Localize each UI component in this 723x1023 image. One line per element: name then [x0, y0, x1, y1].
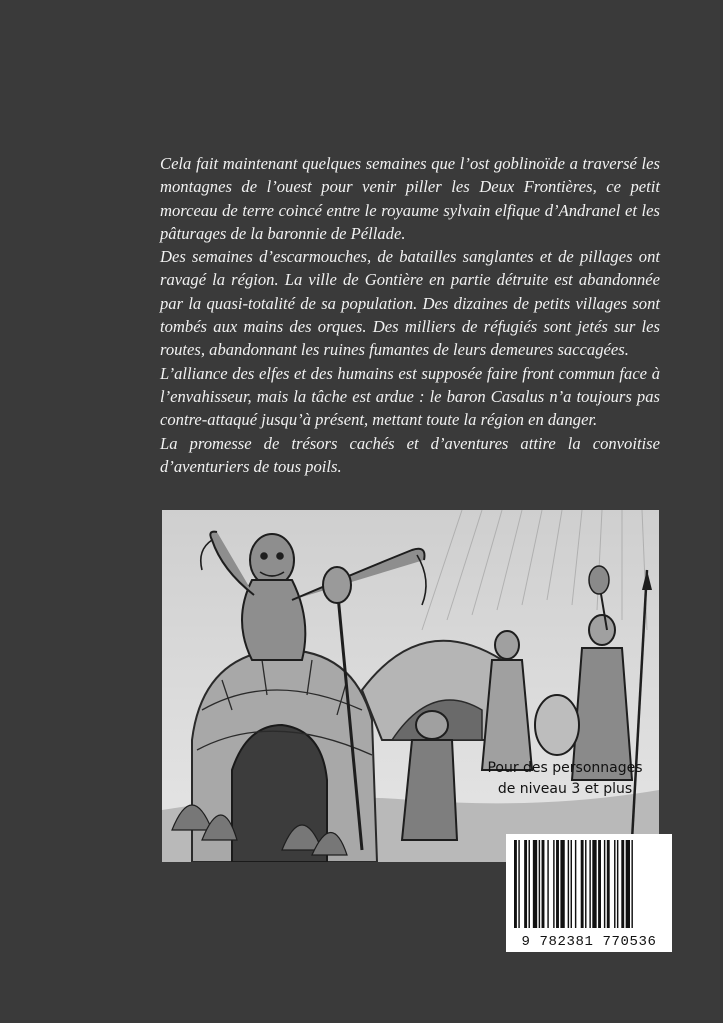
barcode-bar — [617, 840, 618, 928]
barcode-bar — [514, 840, 517, 928]
barcode-bar — [556, 840, 559, 928]
blurb-paragraph: Cela fait maintenant quelques semaines que l’ost goblinoïde a traversé les montagnes de l’ouest pour venir piller les Deux Frontières, ce petit morceau de terre coincé entre le royaume sylvain elfique d’Andranel et les pâturages de la baronnie de Péllade. — [160, 154, 660, 243]
level-note-line: de niveau 3 et plus — [497, 781, 633, 797]
blurb-paragraph: Des semaines d’escarmouches, de batailles sanglantes et de pillages ont ravagé la région. La ville de Gontière en partie détruite est abandonnée par la quasi-totalité de sa population. Des dizaines de petits villages sont tombés aux mains des orques. Des milliers de réfugiés sont jetés sur les routes, abandonnant les ruines fumantes de leurs demeures saccagées. — [160, 247, 660, 360]
barcode-bar — [607, 840, 610, 928]
barcode-bar — [542, 840, 545, 928]
barcode-bar — [539, 840, 540, 928]
barcode-bar — [621, 840, 624, 928]
barcode-bar — [598, 840, 601, 928]
barcode-bar — [529, 840, 530, 928]
barcode-bar — [631, 840, 632, 928]
barcode-bar — [568, 840, 569, 928]
barcode-bar — [626, 840, 630, 928]
barcode-bar — [518, 840, 519, 928]
barcode-bar — [614, 840, 615, 928]
barcode-bar — [585, 840, 586, 928]
barcode-bar — [589, 840, 590, 928]
barcode-bar — [575, 840, 576, 928]
barcode-bar — [560, 840, 564, 928]
barcode-bar — [604, 840, 605, 928]
barcode-bar — [571, 840, 572, 928]
barcode-bar — [592, 840, 596, 928]
blurb-paragraph: L’alliance des elfes et des humains est supposée faire front commun face à l’envahisseur, mais la tâche est ardue : le baron Casalus n’a toujours pas contre-attaqué jusqu’à présent, mettant toute la région en danger. — [160, 363, 660, 430]
barcode-bar — [547, 840, 548, 928]
barcode-bars — [506, 834, 672, 934]
level-recommendation — [478, 758, 652, 800]
barcode-bar — [524, 840, 527, 928]
illustration-drawing — [162, 510, 659, 862]
isbn-number: 9 782381 770536 — [521, 934, 657, 950]
barcode-bar — [533, 840, 537, 928]
barcode-bar — [553, 840, 554, 928]
cover-illustration — [162, 510, 659, 862]
level-note-line: Pour des personnages — [487, 760, 643, 776]
back-cover-blurb — [160, 152, 660, 478]
barcode-bar — [581, 840, 584, 928]
blurb-paragraph: La promesse de trésors cachés et d’aventures attire la convoitise d’aventuriers de tous poils. — [160, 433, 660, 476]
